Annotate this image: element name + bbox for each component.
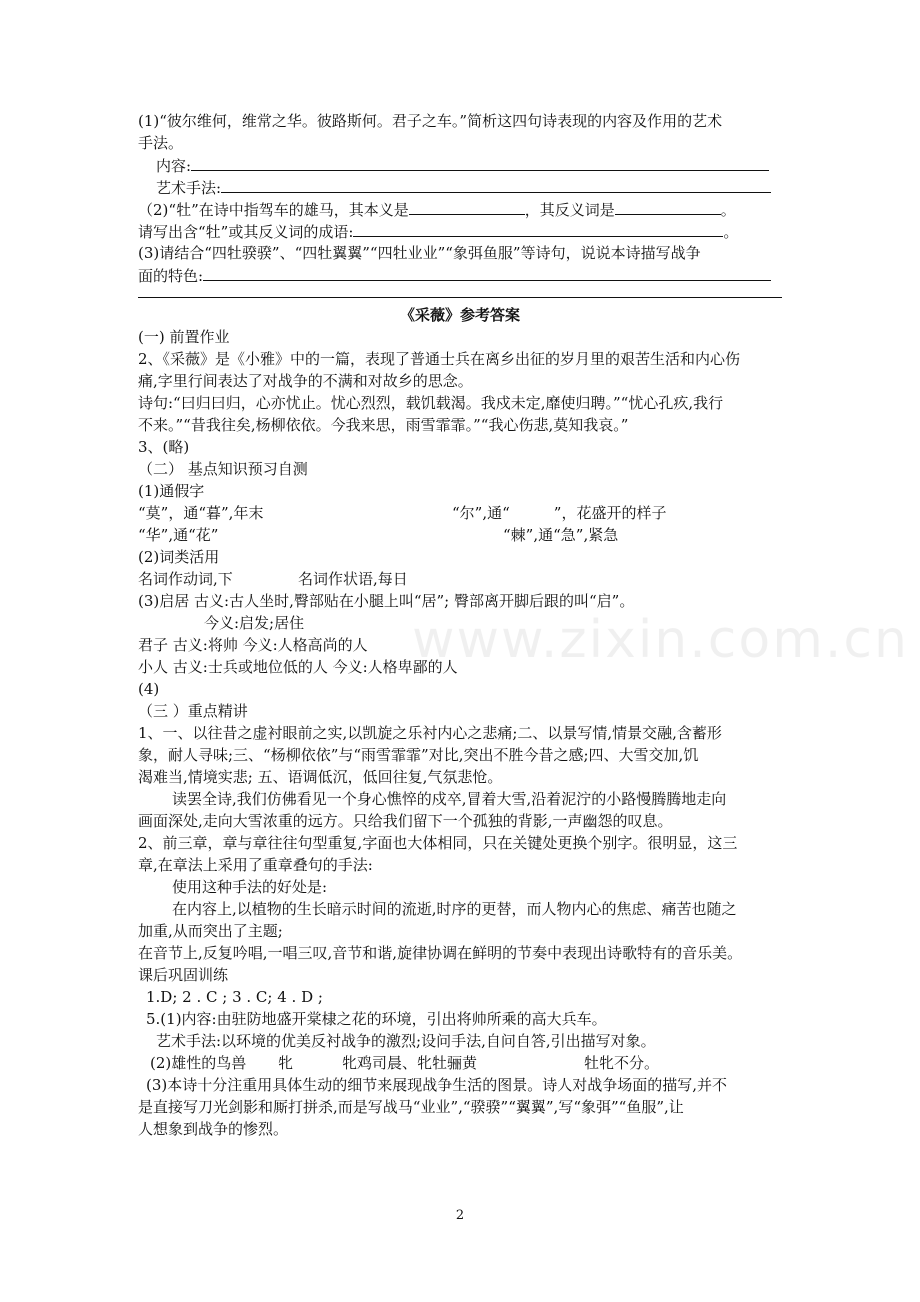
idiom-prompt: 请写出含“牡”或其反义词的成语: [138,223,354,241]
question-3-line-2 [138,264,771,287]
gujin-item: (3)启居 古义:古人坐时,臀部贴在小腿上叫“居”; 臀部离开脚后跟的叫“启”。 [138,592,635,610]
antonym-blank[interactable] [615,198,721,215]
cilei-item: 名词作动词,下 [138,570,233,588]
homework-answer-5-2: 牝鸡司晨、牝牡骊黄 [342,1054,478,1072]
homework-answer-5-2: 牡牝不分。 [584,1054,660,1072]
homework-answer-1-4: 1.D; 2 . C ; 3 . C; 4 . D ; [146,988,323,1006]
section-3-text: 加重,从而突出了主题; [138,922,283,940]
tongjia-item: “莫”，通“暮”,年末 [138,504,264,522]
idiom-end: 。 [723,223,739,241]
tongjia-item: “棘”,通“急”,紧急 [503,526,619,544]
question-3-blank[interactable] [203,264,771,281]
content-blank[interactable] [191,154,769,171]
idiom-blank[interactable] [353,220,723,237]
section-1-text: 2、《采薇》是《小雅》中的一篇，表现了普通士兵在离乡出征的岁月里的艰苦生活和内心伤 [138,350,741,368]
watermark: www.zixin.com.cn [412,610,909,670]
section-3-text: 章,在章法上采用了重章叠句的手法: [138,856,373,874]
question-2-line-1 [138,198,736,221]
section-1-item-3: 3、(略) [138,438,190,456]
homework-answer-5-3: (3)本诗十分注重用具体生动的细节来展现战争生活的图景。诗人对战争场面的描写,并不 [146,1076,728,1094]
section-2-heading: （二） 基点知识预习自测 [138,460,308,478]
section-3-text: 2、前三章，章与章往往句型重复,字面也大体相同，只在关键处更换个别字。很明显，这三 [138,834,738,852]
homework-answer-5-3: 人想象到战争的惨烈。 [138,1120,289,1138]
technique-label: 艺术手法: [156,179,222,197]
cilei-item: 名词作状语,每日 [298,570,408,588]
section-3-text: 画面深处,走向大雪浓重的远方。只给我们留下一个孤独的背影,一声幽怨的叹息。 [138,812,673,830]
question-2-text-a: （2)“牡”在诗中指驾车的雄马，其本义是 [138,201,409,219]
question-2-text-c: 。 [720,201,736,219]
cilei-heading: (2)词类活用 [138,548,220,566]
content-answer-line [156,154,769,177]
gujin-item: 小人 古义:士兵或地位低的人 今义:人格卑鄙的人 [138,658,458,676]
tongjia-item [452,502,666,524]
tongjia-heading: (1)通假字 [138,482,205,500]
poem-lines: 不来。”“昔我往矣,杨柳依依。今我来思，雨雪霏霏。”“我心伤悲,莫知我哀。” [138,416,629,434]
section-1-heading: (一) 前置作业 [138,328,230,346]
technique-answer-line [156,176,771,199]
section-3-text: 在音节上,反复吟唱,一唱三叹,音节和谐,旋律协调在鲜明的节奏中表现出诗歌特有的音乐美。 [138,944,743,962]
divider-line [138,297,782,298]
tongjia-text: ”，花盛开的样子 [553,504,667,522]
question-1-line-1: (1)“彼尔维何，维常之华。彼路斯何。君子之车。”简析这四句诗表现的内容及作用的艺术 [138,112,723,130]
section-3-text: 在内容上,以植物的生长暗示时间的流逝,时序的更替，而人物内心的焦虑、痛苦也随之 [172,900,737,918]
answer-title: 《采薇》参考答案 [399,306,520,324]
gujin-item: 今义:启发;居住 [204,614,305,632]
homework-answer-5-1: 艺术手法:以环境的优美反衬战争的激烈;设问手法,自问自答,引出描写对象。 [156,1032,656,1050]
gujin-item: 君子 古义:将帅 今义:人格高尚的人 [138,636,368,654]
question-2-text-b: ，其反义词是 [524,201,615,219]
content-label: 内容: [156,157,192,175]
section-2-item-4: (4) [138,680,160,698]
section-1-text: 痛,字里行间表达了对战争的不满和对故乡的思念。 [138,372,473,390]
section-3-text: 读罢全诗,我们仿佛看见一个身心憔悴的戍卒,冒着大雪,沿着泥泞的小路慢腾腾地走向 [172,790,727,808]
homework-answer-5-1: 5.(1)内容:由驻防地盛开棠棣之花的环境，引出将帅所乘的高大兵车。 [146,1010,607,1028]
page-number: 2 [455,1208,465,1223]
homework-heading: 课后巩固训练 [138,966,229,984]
poem-lines: 诗句:“曰归曰归，心亦忧止。忧心烈烈，载饥载渴。我戍未定,靡使归聘。”“忧心孔疚,我行 [138,394,724,412]
technique-blank[interactable] [221,176,771,193]
tongjia-text: “尔”,通“ [452,504,510,522]
section-3-heading: （三 ）重点精讲 [138,702,248,720]
homework-answer-5-2: 牝 [278,1054,294,1072]
original-meaning-blank[interactable] [409,198,525,215]
section-3-text: 使用这种手法的好处是: [172,878,328,896]
question-3-prompt: 面的特色: [138,267,204,285]
question-1-line-2: 手法。 [138,134,184,152]
homework-answer-5-3: 是直接写刀光剑影和厮打拼杀,而是写战马“业业”,“骙骙”“翼翼”,写“象弭”“鱼服”,让 [138,1098,684,1116]
question-3-line-1: (3)请结合“四牡骙骙”、“四牡翼翼”“四牡业业”“象弭鱼服”等诗句，说说本诗描写战争 [138,244,701,262]
section-3-text: 1、一、以往昔之虚衬眼前之实,以凯旋之乐衬内心之悲痛;二、以景写情,情景交融,含蓄形 [138,724,722,742]
section-3-text: 象，耐人寻味;三、“杨柳依依”与“雨雪霏霏”对比,突出不胜今昔之感;四、大雪交加,饥 [138,746,699,764]
section-3-text: 渴难当,情境实悲; 五、语调低沉，低回往复,气氛悲怆。 [138,768,503,786]
question-2-line-2 [138,220,738,243]
tongjia-item: “华”,通“花” [138,526,219,544]
homework-answer-5-2: (2)雄性的鸟兽 [150,1054,247,1072]
